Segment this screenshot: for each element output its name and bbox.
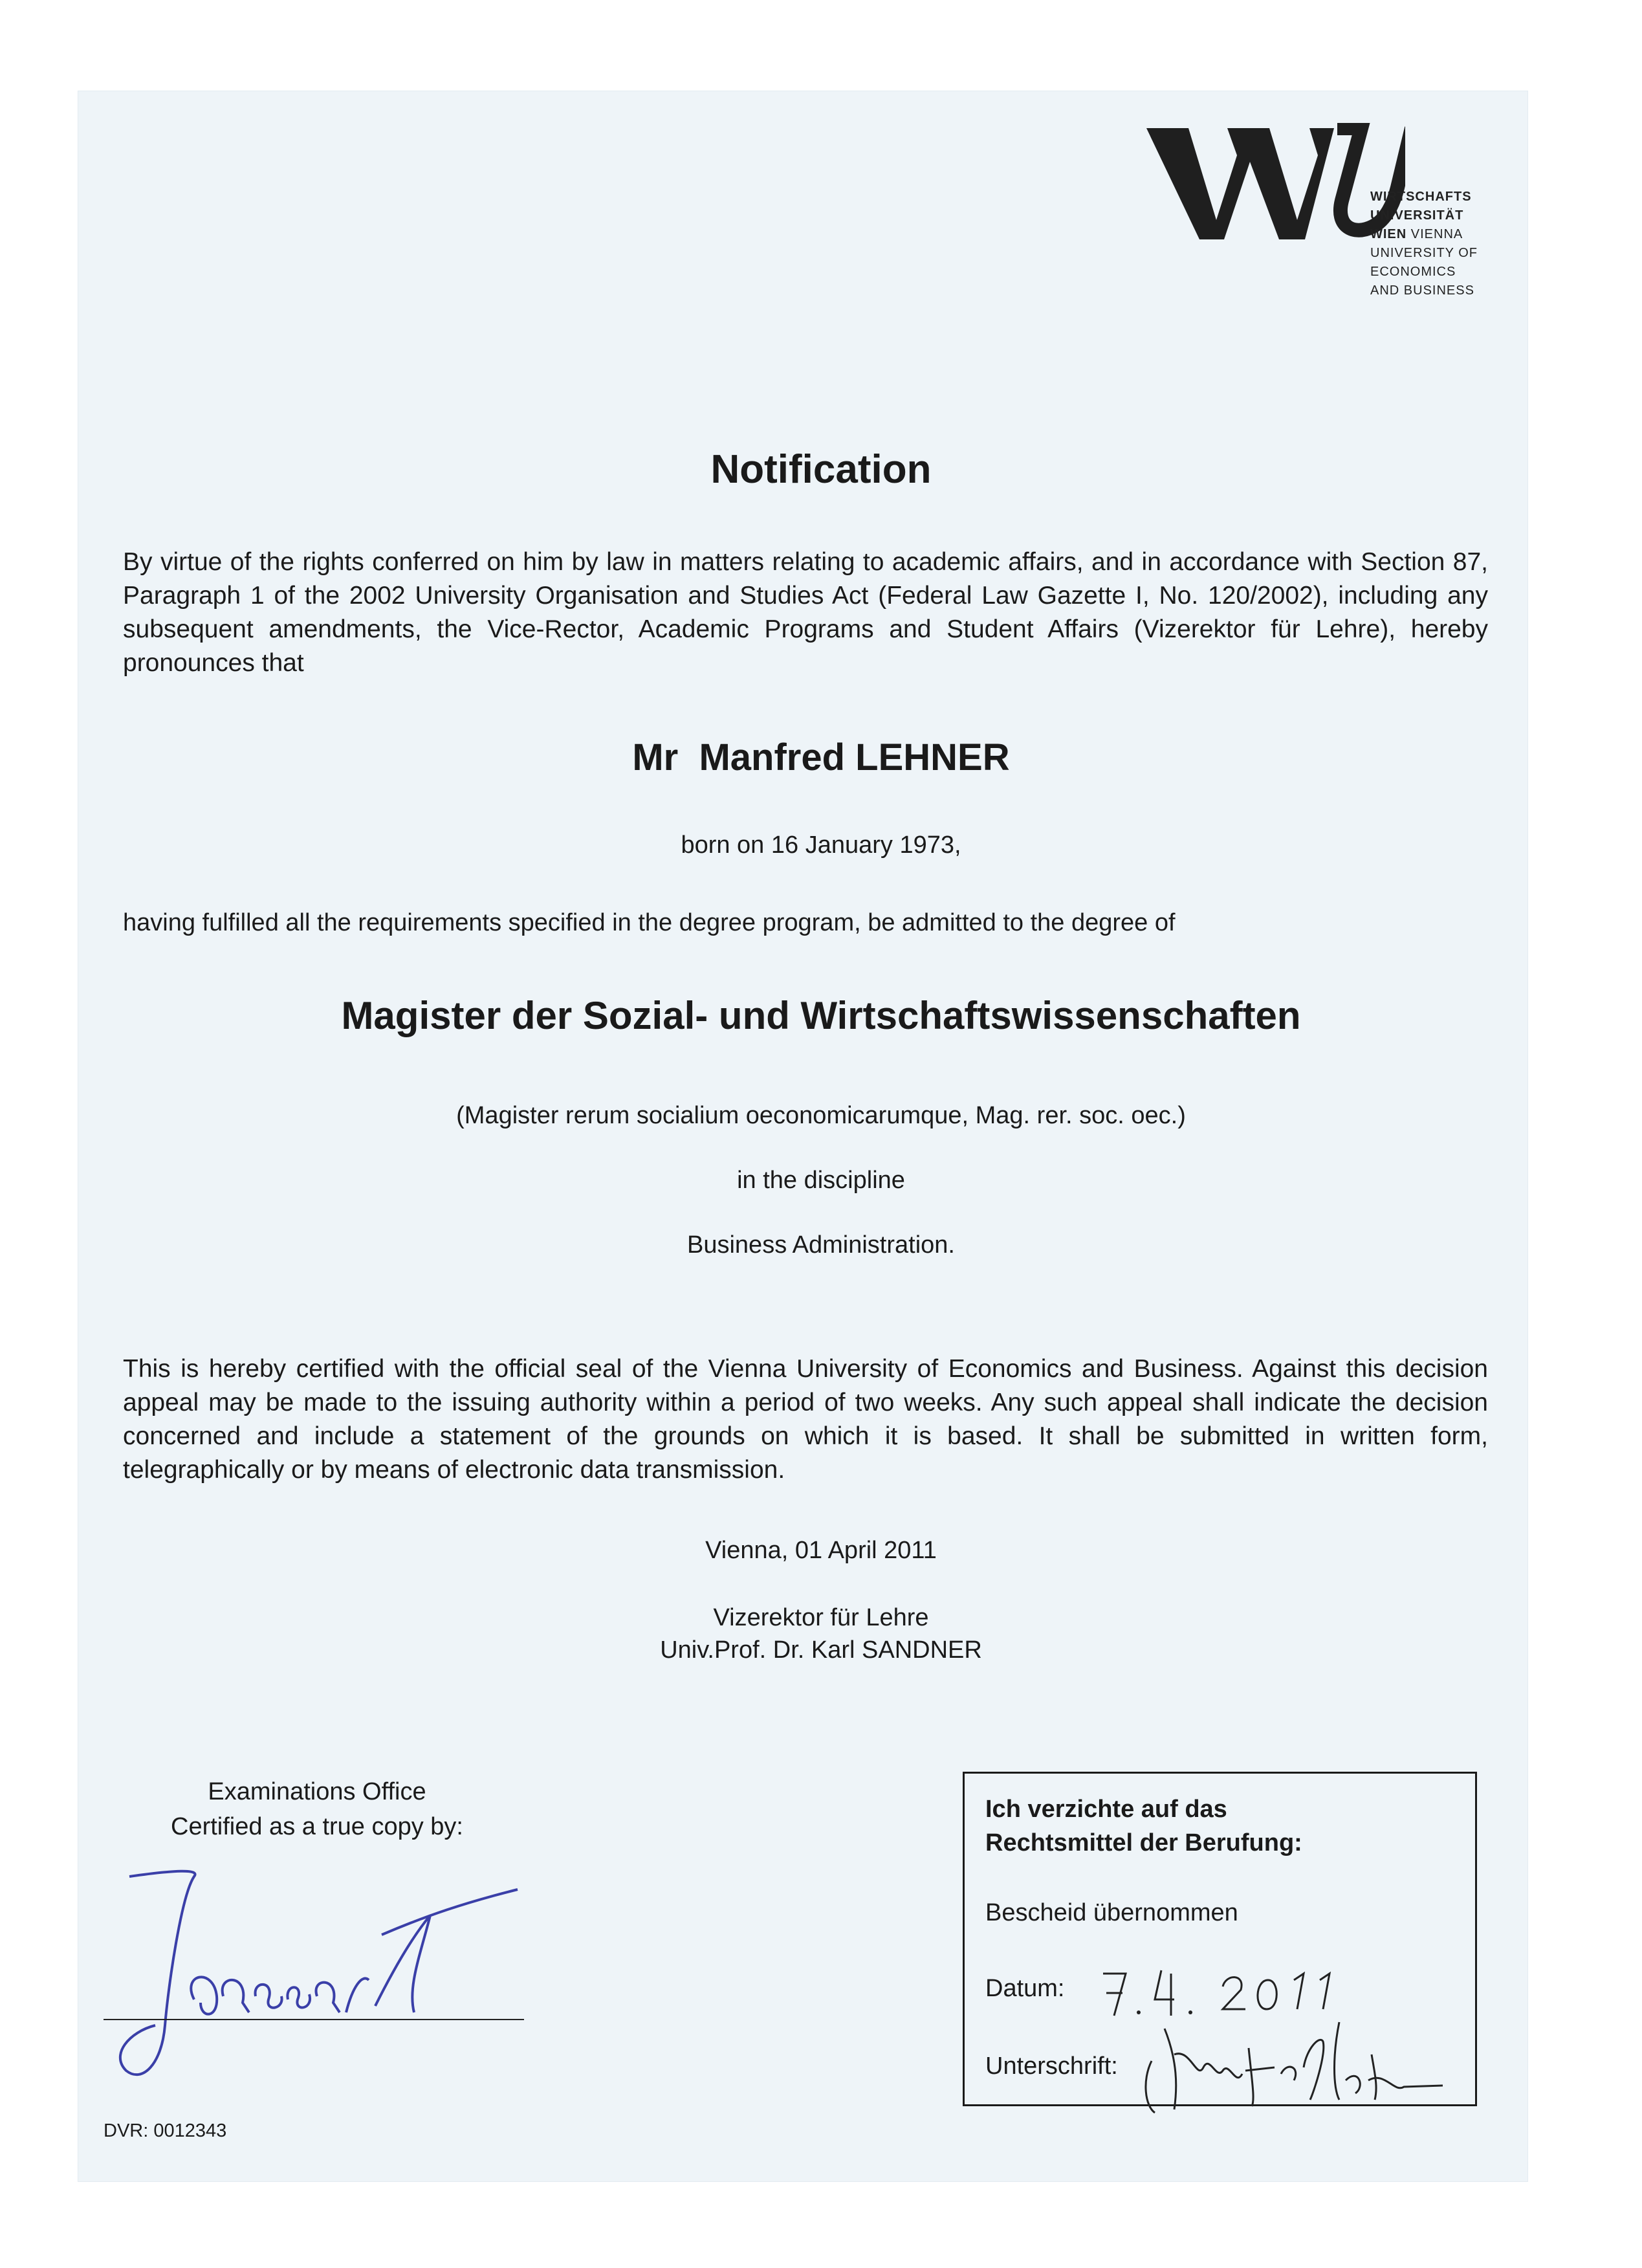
signer-role: Vizerektor für Lehre: [713, 1604, 929, 1631]
requirements-statement: having fulfilled all the requirements specified in the degree program, be admitted to the degree of: [123, 909, 1176, 936]
wu-logo-wordmark: WIRTSCHAFTS UNIVERSITÄT WIEN VIENNA UNIVERSITY OF ECONOMICS AND BUSINESS: [1370, 190, 1478, 298]
office-handwritten-signature: [104, 1857, 531, 2090]
decision-accepted-label: Bescheid übernommen: [985, 1899, 1238, 1926]
discipline-label: in the discipline: [737, 1167, 905, 1194]
wu-logo-mark: [1140, 123, 1405, 246]
owner-handwritten-signature: [1139, 2009, 1449, 2119]
intro-paragraph: By virtue of the rights conferred on him by law in matters relating to academic affairs, and in accordance with Section 87, Paragraph 1 of the 2002 University Organisation and Studies Act (Federal Law Gazette I, No. 120/2002), including any subsequent amendments, the Vice-Rector, Academic Programs and Student Affairs (Vizerektor für Lehre), hereby pronounces that: [123, 548, 1488, 677]
degree-latin: (Magister rerum socialium oeconomicarumque, Mag. rer. soc. oec.): [456, 1102, 1186, 1129]
office-signature-line: [104, 2019, 524, 2020]
degree-title: Magister der Sozial- und Wirtschaftswissenschaften: [341, 994, 1301, 1037]
signer-block: [0, 1602, 1642, 1666]
place-and-date: Vienna, 01 April 2011: [705, 1537, 937, 1564]
dvr-number: DVR: 0012343: [104, 2120, 227, 2141]
certification-paragraph: This is hereby certified with the official seal of the Vienna University of Economics and Business. Against this decision appeal may be made to the issuing authority within a period of two weeks. Any such appeal shall indicate the decision concerned and include a statement of the grounds on which it is based. It shall be submitted in written form, telegraphically or by means of electronic data transmission.: [123, 1355, 1488, 1484]
office-name: Examinations Office: [208, 1778, 426, 1805]
discipline-name: Business Administration.: [687, 1231, 955, 1259]
document-title: Notification: [710, 447, 932, 492]
certified-copy-label: Certified as a true copy by:: [171, 1813, 463, 1840]
graduate-name: Mr Manfred LEHNER: [632, 736, 1010, 778]
birth-date: born on 16 January 1973,: [681, 831, 961, 859]
waiver-heading: Ich verzichte auf das Rechtsmittel der Berufung:: [985, 1796, 1302, 1856]
signer-name: Univ.Prof. Dr. Karl SANDNER: [660, 1636, 982, 1664]
date-label: Datum:: [985, 1975, 1065, 2002]
signature-label: Unterschrift:: [985, 2053, 1118, 2080]
examinations-office-block: [123, 1774, 511, 1844]
